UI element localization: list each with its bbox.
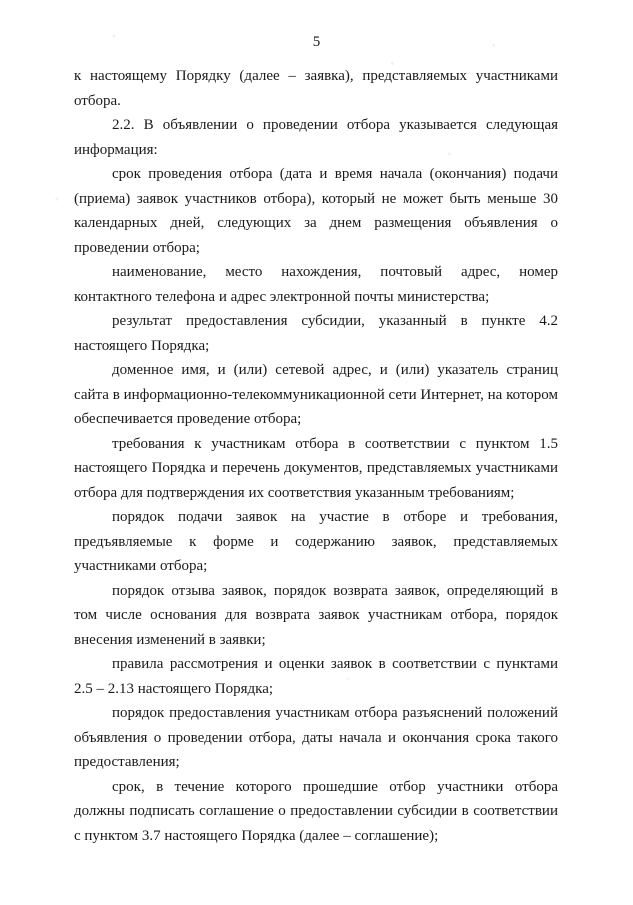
page-number: 5 xyxy=(312,34,321,50)
paragraph-continuation: к настоящему Порядку (далее – заявка), представляемых участниками отбора. xyxy=(74,68,558,109)
paragraph-selection-deadline: срок проведения отбора (дата и время начала (окончания) подачи (приема) заявок участников отбора), который не может быть меньше 30 календарных дней, следующих за днем размещения объявления о проведении отбора; xyxy=(74,166,558,256)
paragraph-application-procedure: порядок подачи заявок на участие в отборе и требования, предъявляемые к форме и содержанию заявок, представляемых участниками отбора; xyxy=(74,509,558,574)
paragraph-subsidy-result: результат предоставления субсидии, указанный в пункте 4.2 настоящего Порядка; xyxy=(74,313,558,354)
paragraph-ministry-contacts: наименование, место нахождения, почтовый адрес, номер контактного телефона и адрес электронной почты министерства; xyxy=(74,264,558,305)
paragraph-review-rules: правила рассмотрения и оценки заявок в соответствии с пунктами 2.5 – 2.13 настоящего Порядка; xyxy=(74,656,558,697)
paragraph-agreement-deadline: срок, в течение которого прошедшие отбор участники отбора должны подписать соглашение о предоставлении субсидии в соответствии с пунктом 3.7 настоящего Порядка (далее – соглашение); xyxy=(74,778,558,844)
paragraph-domain-name: доменное имя, и (или) сетевой адрес, и (или) указатель страниц сайта в информационно-телекоммуникационной сети Интернет, на котором обеспечивается проведение отбора; xyxy=(74,362,558,427)
paragraph-participant-requirements: требования к участникам отбора в соответствии с пунктом 1.5 настоящего Порядка и перечень документов, представляемых участниками отбора для подтверждения их соответствия указанным требованиям; xyxy=(74,435,558,501)
document-body xyxy=(74,64,558,848)
paragraph-section-2-2: 2.2. В объявлении о проведении отбора указывается следующая информация: xyxy=(74,117,558,158)
paragraph-clarifications: порядок предоставления участникам отбора разъяснений положений объявления о проведении отбора, даты начала и окончания срока такого предоставления; xyxy=(74,705,558,770)
paragraph-withdrawal-procedure: порядок отзыва заявок, порядок возврата заявок, определяющий в том числе основания для возврата заявок участникам отбора, порядок внесения изменений в заявки; xyxy=(74,582,558,648)
